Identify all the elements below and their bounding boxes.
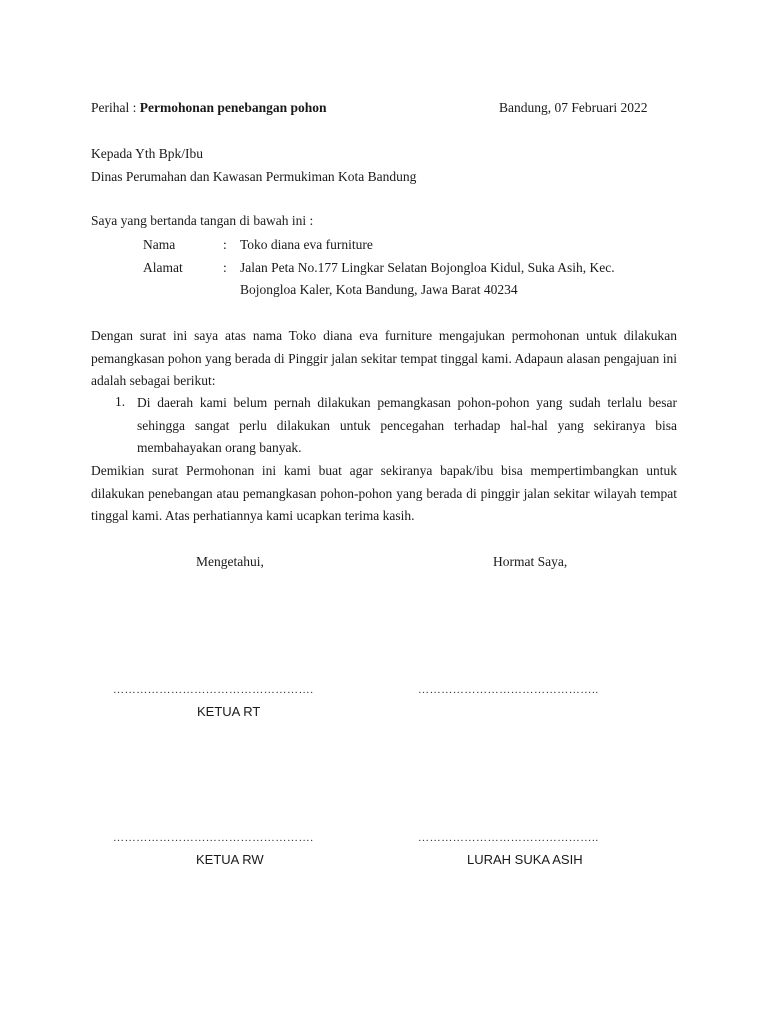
ketua-rw-label: KETUA RW [196,852,264,867]
place-date: Bandung, 07 Februari 2022 [499,100,648,115]
body-paragraph-1: Dengan surat ini saya atas nama Toko diana eva furniture mengajukan permohonan untuk dilakukan pemangkasan pohon yang berada di Pinggir jalan sekitar tempat tinggal kami. Adapaun alasan pengajuan ini adalah sebagai berikut: [91,328,677,388]
address-label: Alamat [143,260,183,275]
name-separator: : [223,237,227,252]
intro-text: Saya yang bertanda tangan di bawah ini : [91,213,314,228]
recipient-line-2: Dinas Perumahan dan Kawasan Permukiman Kota Bandung [91,169,417,184]
name-value: Toko diana eva furniture [240,237,373,252]
recipient-line-1: Kepada Yth Bpk/Ibu [91,146,203,161]
lurah-label: LURAH SUKA ASIH [467,852,583,867]
subject-label: Perihal : [91,100,140,115]
name-label: Nama [143,237,176,252]
signature-line-sender: ……………………………………….. [418,684,599,696]
address-separator: : [223,260,227,275]
list-item: Di daerah kami belum pernah dilakukan pemangkasan pohon-pohon yang sudah terlalu besar sehingga sangat perlu dilakukan untuk pencegahan terhadap hal-hal yang sekiranya bisa membahayakan orang banyak. [137,395,677,455]
ketua-rt-label: KETUA RT [197,704,261,719]
list-number: 1. [115,394,126,409]
address-line-2: Bojongloa Kaler, Kota Bandung, Jawa Barat 40234 [240,282,518,297]
signature-line-rw: ……………………………………………. [113,832,314,844]
signature-line-lurah: ……………………………………….. [418,832,599,844]
address-line-1: Jalan Peta No.177 Lingkar Selatan Bojongloa Kidul, Suka Asih, Kec. [240,260,615,275]
subject-line [91,100,327,116]
signature-line-rt: ……………………………………………. [113,684,314,696]
right-signature-heading: Hormat Saya, [493,554,568,569]
left-signature-heading: Mengetahui, [196,554,264,569]
closing-paragraph: Demikian surat Permohonan ini kami buat agar sekiranya bapak/ibu bisa mempertimbangkan untuk dilakukan penebangan atau pemangkasan pohon-pohon yang berada di pinggir jalan sekitar wilayah tempat tinggal kami. Atas perhatiannya kami ucapkan terima kasih. [91,463,677,523]
subject-value: Permohonan penebangan pohon [139,100,327,115]
